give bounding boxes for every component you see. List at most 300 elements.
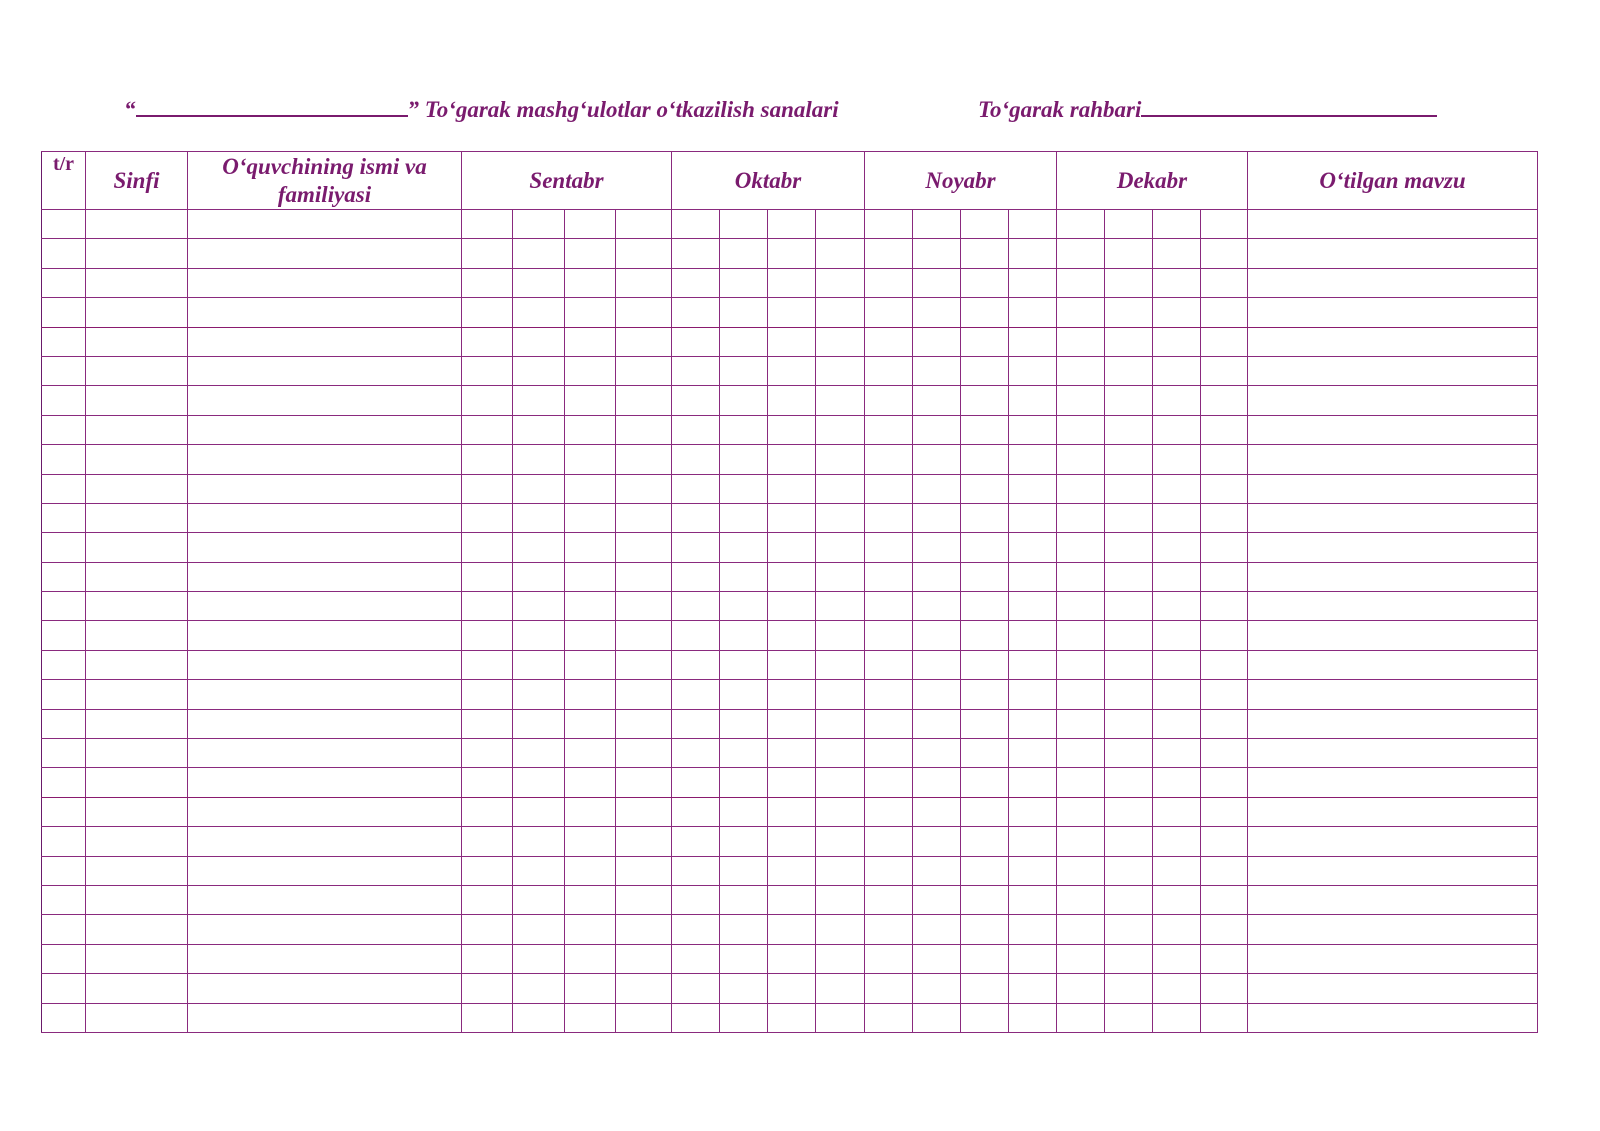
cell-date[interactable]	[1105, 327, 1153, 356]
cell-date[interactable]	[513, 1003, 565, 1032]
cell-date[interactable]	[720, 386, 768, 415]
cell-date[interactable]	[1201, 827, 1248, 856]
cell-date[interactable]	[1201, 386, 1248, 415]
cell-student-name[interactable]	[188, 621, 462, 650]
cell-date[interactable]	[565, 621, 616, 650]
cell-tr[interactable]	[42, 709, 86, 738]
cell-date[interactable]	[513, 768, 565, 797]
cell-date[interactable]	[865, 680, 913, 709]
cell-date[interactable]	[565, 445, 616, 474]
cell-date[interactable]	[1009, 915, 1057, 944]
cell-date[interactable]	[865, 592, 913, 621]
cell-date[interactable]	[768, 915, 816, 944]
cell-topic[interactable]	[1248, 503, 1538, 532]
cell-date[interactable]	[913, 503, 961, 532]
cell-date[interactable]	[565, 562, 616, 591]
cell-date[interactable]	[913, 474, 961, 503]
cell-date[interactable]	[816, 944, 865, 973]
cell-topic[interactable]	[1248, 415, 1538, 444]
cell-date[interactable]	[865, 885, 913, 914]
cell-date[interactable]	[1009, 797, 1057, 826]
cell-date[interactable]	[913, 562, 961, 591]
cell-tr[interactable]	[42, 474, 86, 503]
cell-date[interactable]	[1153, 621, 1201, 650]
cell-date[interactable]	[672, 797, 720, 826]
cell-date[interactable]	[1057, 827, 1105, 856]
cell-date[interactable]	[865, 827, 913, 856]
cell-date[interactable]	[1009, 268, 1057, 297]
cell-date[interactable]	[816, 1003, 865, 1032]
cell-date[interactable]	[768, 709, 816, 738]
cell-date[interactable]	[1057, 944, 1105, 973]
cell-date[interactable]	[720, 562, 768, 591]
cell-date[interactable]	[816, 356, 865, 385]
cell-date[interactable]	[768, 797, 816, 826]
cell-date[interactable]	[961, 944, 1009, 973]
cell-date[interactable]	[565, 680, 616, 709]
cell-tr[interactable]	[42, 856, 86, 885]
cell-date[interactable]	[720, 268, 768, 297]
cell-date[interactable]	[1057, 268, 1105, 297]
cell-student-name[interactable]	[188, 709, 462, 738]
cell-date[interactable]	[720, 680, 768, 709]
cell-date[interactable]	[961, 268, 1009, 297]
cell-date[interactable]	[1009, 386, 1057, 415]
cell-date[interactable]	[720, 356, 768, 385]
cell-date[interactable]	[768, 445, 816, 474]
cell-date[interactable]	[865, 474, 913, 503]
cell-date[interactable]	[1105, 944, 1153, 973]
cell-date[interactable]	[1153, 268, 1201, 297]
cell-class[interactable]	[86, 298, 188, 327]
cell-topic[interactable]	[1248, 474, 1538, 503]
cell-date[interactable]	[616, 445, 672, 474]
cell-date[interactable]	[672, 356, 720, 385]
cell-date[interactable]	[1201, 239, 1248, 268]
cell-date[interactable]	[616, 210, 672, 239]
cell-date[interactable]	[720, 239, 768, 268]
cell-date[interactable]	[865, 239, 913, 268]
cell-date[interactable]	[768, 533, 816, 562]
cell-topic[interactable]	[1248, 562, 1538, 591]
cell-date[interactable]	[768, 1003, 816, 1032]
cell-tr[interactable]	[42, 386, 86, 415]
cell-date[interactable]	[720, 327, 768, 356]
cell-date[interactable]	[816, 445, 865, 474]
cell-date[interactable]	[1009, 680, 1057, 709]
cell-date[interactable]	[816, 827, 865, 856]
cell-date[interactable]	[462, 974, 513, 1003]
cell-student-name[interactable]	[188, 445, 462, 474]
cell-date[interactable]	[1201, 533, 1248, 562]
cell-student-name[interactable]	[188, 944, 462, 973]
cell-topic[interactable]	[1248, 1003, 1538, 1032]
cell-date[interactable]	[816, 239, 865, 268]
cell-date[interactable]	[768, 474, 816, 503]
cell-date[interactable]	[1105, 298, 1153, 327]
cell-date[interactable]	[462, 327, 513, 356]
cell-date[interactable]	[768, 650, 816, 679]
cell-date[interactable]	[816, 797, 865, 826]
cell-date[interactable]	[513, 709, 565, 738]
cell-date[interactable]	[616, 533, 672, 562]
cell-date[interactable]	[1153, 474, 1201, 503]
cell-date[interactable]	[768, 621, 816, 650]
cell-date[interactable]	[865, 210, 913, 239]
cell-date[interactable]	[1009, 621, 1057, 650]
cell-date[interactable]	[672, 739, 720, 768]
cell-tr[interactable]	[42, 974, 86, 1003]
cell-topic[interactable]	[1248, 533, 1538, 562]
cell-date[interactable]	[1105, 210, 1153, 239]
cell-date[interactable]	[865, 356, 913, 385]
cell-date[interactable]	[1105, 239, 1153, 268]
cell-date[interactable]	[672, 974, 720, 1003]
cell-date[interactable]	[1009, 592, 1057, 621]
cell-date[interactable]	[1057, 974, 1105, 1003]
cell-date[interactable]	[865, 856, 913, 885]
cell-topic[interactable]	[1248, 856, 1538, 885]
cell-date[interactable]	[961, 768, 1009, 797]
cell-date[interactable]	[1105, 768, 1153, 797]
cell-date[interactable]	[672, 650, 720, 679]
cell-date[interactable]	[720, 974, 768, 1003]
cell-class[interactable]	[86, 562, 188, 591]
cell-date[interactable]	[720, 709, 768, 738]
cell-date[interactable]	[913, 885, 961, 914]
cell-date[interactable]	[768, 562, 816, 591]
cell-date[interactable]	[1009, 739, 1057, 768]
cell-tr[interactable]	[42, 327, 86, 356]
cell-date[interactable]	[720, 298, 768, 327]
cell-date[interactable]	[1009, 1003, 1057, 1032]
cell-tr[interactable]	[42, 915, 86, 944]
cell-date[interactable]	[1153, 503, 1201, 532]
cell-date[interactable]	[865, 768, 913, 797]
cell-date[interactable]	[513, 239, 565, 268]
cell-date[interactable]	[616, 503, 672, 532]
cell-date[interactable]	[816, 298, 865, 327]
cell-date[interactable]	[768, 739, 816, 768]
cell-date[interactable]	[1009, 415, 1057, 444]
cell-date[interactable]	[768, 885, 816, 914]
cell-date[interactable]	[616, 709, 672, 738]
cell-topic[interactable]	[1248, 680, 1538, 709]
cell-date[interactable]	[1009, 503, 1057, 532]
cell-date[interactable]	[1105, 709, 1153, 738]
cell-date[interactable]	[1105, 562, 1153, 591]
cell-date[interactable]	[720, 827, 768, 856]
cell-date[interactable]	[865, 650, 913, 679]
cell-date[interactable]	[565, 797, 616, 826]
cell-date[interactable]	[1105, 885, 1153, 914]
cell-date[interactable]	[1105, 680, 1153, 709]
cell-date[interactable]	[1009, 239, 1057, 268]
cell-date[interactable]	[1201, 739, 1248, 768]
cell-date[interactable]	[565, 474, 616, 503]
cell-date[interactable]	[816, 709, 865, 738]
cell-date[interactable]	[616, 827, 672, 856]
cell-date[interactable]	[616, 239, 672, 268]
cell-date[interactable]	[865, 386, 913, 415]
cell-date[interactable]	[816, 885, 865, 914]
cell-student-name[interactable]	[188, 356, 462, 385]
cell-class[interactable]	[86, 885, 188, 914]
cell-tr[interactable]	[42, 592, 86, 621]
cell-class[interactable]	[86, 1003, 188, 1032]
cell-tr[interactable]	[42, 944, 86, 973]
cell-date[interactable]	[513, 592, 565, 621]
cell-date[interactable]	[1009, 827, 1057, 856]
cell-student-name[interactable]	[188, 592, 462, 621]
cell-class[interactable]	[86, 621, 188, 650]
cell-date[interactable]	[913, 533, 961, 562]
cell-date[interactable]	[1201, 356, 1248, 385]
cell-date[interactable]	[816, 650, 865, 679]
cell-date[interactable]	[1201, 709, 1248, 738]
cell-date[interactable]	[1105, 621, 1153, 650]
cell-date[interactable]	[672, 474, 720, 503]
cell-date[interactable]	[462, 797, 513, 826]
cell-topic[interactable]	[1248, 709, 1538, 738]
cell-date[interactable]	[913, 856, 961, 885]
cell-date[interactable]	[1009, 562, 1057, 591]
cell-date[interactable]	[720, 650, 768, 679]
cell-student-name[interactable]	[188, 1003, 462, 1032]
cell-date[interactable]	[462, 621, 513, 650]
cell-date[interactable]	[816, 503, 865, 532]
cell-student-name[interactable]	[188, 327, 462, 356]
cell-date[interactable]	[513, 562, 565, 591]
cell-date[interactable]	[961, 210, 1009, 239]
cell-date[interactable]	[462, 533, 513, 562]
cell-date[interactable]	[816, 268, 865, 297]
cell-tr[interactable]	[42, 621, 86, 650]
cell-date[interactable]	[1105, 827, 1153, 856]
cell-date[interactable]	[672, 944, 720, 973]
cell-topic[interactable]	[1248, 210, 1538, 239]
cell-date[interactable]	[513, 503, 565, 532]
cell-date[interactable]	[1153, 210, 1201, 239]
cell-date[interactable]	[462, 915, 513, 944]
cell-date[interactable]	[1201, 445, 1248, 474]
cell-class[interactable]	[86, 474, 188, 503]
cell-date[interactable]	[616, 1003, 672, 1032]
cell-date[interactable]	[565, 592, 616, 621]
cell-date[interactable]	[1201, 415, 1248, 444]
cell-tr[interactable]	[42, 562, 86, 591]
cell-date[interactable]	[720, 210, 768, 239]
cell-class[interactable]	[86, 915, 188, 944]
cell-date[interactable]	[616, 944, 672, 973]
cell-topic[interactable]	[1248, 268, 1538, 297]
cell-date[interactable]	[1201, 1003, 1248, 1032]
cell-tr[interactable]	[42, 239, 86, 268]
cell-date[interactable]	[1057, 621, 1105, 650]
cell-date[interactable]	[768, 386, 816, 415]
cell-tr[interactable]	[42, 268, 86, 297]
cell-date[interactable]	[462, 356, 513, 385]
cell-date[interactable]	[1201, 915, 1248, 944]
club-name-blank[interactable]	[136, 93, 408, 117]
cell-date[interactable]	[865, 1003, 913, 1032]
cell-date[interactable]	[865, 268, 913, 297]
cell-date[interactable]	[462, 445, 513, 474]
cell-date[interactable]	[513, 327, 565, 356]
cell-student-name[interactable]	[188, 386, 462, 415]
cell-class[interactable]	[86, 503, 188, 532]
cell-date[interactable]	[1201, 621, 1248, 650]
cell-date[interactable]	[1201, 474, 1248, 503]
cell-date[interactable]	[616, 974, 672, 1003]
cell-date[interactable]	[672, 709, 720, 738]
cell-date[interactable]	[513, 268, 565, 297]
cell-date[interactable]	[1105, 650, 1153, 679]
cell-date[interactable]	[565, 709, 616, 738]
cell-date[interactable]	[865, 415, 913, 444]
cell-date[interactable]	[565, 386, 616, 415]
cell-class[interactable]	[86, 680, 188, 709]
cell-topic[interactable]	[1248, 356, 1538, 385]
cell-date[interactable]	[565, 356, 616, 385]
cell-date[interactable]	[672, 592, 720, 621]
cell-student-name[interactable]	[188, 474, 462, 503]
cell-date[interactable]	[720, 915, 768, 944]
cell-student-name[interactable]	[188, 415, 462, 444]
cell-student-name[interactable]	[188, 856, 462, 885]
cell-date[interactable]	[1153, 856, 1201, 885]
cell-date[interactable]	[1057, 1003, 1105, 1032]
cell-date[interactable]	[865, 709, 913, 738]
cell-date[interactable]	[961, 680, 1009, 709]
cell-date[interactable]	[816, 768, 865, 797]
cell-date[interactable]	[462, 827, 513, 856]
cell-date[interactable]	[1057, 739, 1105, 768]
cell-date[interactable]	[1009, 210, 1057, 239]
cell-tr[interactable]	[42, 415, 86, 444]
cell-topic[interactable]	[1248, 239, 1538, 268]
cell-date[interactable]	[462, 268, 513, 297]
cell-date[interactable]	[865, 562, 913, 591]
cell-date[interactable]	[816, 592, 865, 621]
cell-date[interactable]	[865, 974, 913, 1003]
cell-class[interactable]	[86, 386, 188, 415]
cell-date[interactable]	[462, 503, 513, 532]
cell-class[interactable]	[86, 797, 188, 826]
cell-student-name[interactable]	[188, 533, 462, 562]
cell-date[interactable]	[1105, 415, 1153, 444]
cell-date[interactable]	[1153, 1003, 1201, 1032]
cell-date[interactable]	[672, 621, 720, 650]
cell-date[interactable]	[961, 415, 1009, 444]
cell-date[interactable]	[816, 327, 865, 356]
cell-tr[interactable]	[42, 533, 86, 562]
cell-date[interactable]	[1153, 445, 1201, 474]
cell-student-name[interactable]	[188, 827, 462, 856]
cell-student-name[interactable]	[188, 562, 462, 591]
cell-date[interactable]	[1057, 386, 1105, 415]
cell-date[interactable]	[961, 827, 1009, 856]
cell-date[interactable]	[672, 239, 720, 268]
cell-date[interactable]	[1201, 327, 1248, 356]
cell-date[interactable]	[1057, 445, 1105, 474]
cell-date[interactable]	[1105, 739, 1153, 768]
cell-date[interactable]	[961, 533, 1009, 562]
cell-date[interactable]	[513, 856, 565, 885]
cell-date[interactable]	[913, 621, 961, 650]
cell-date[interactable]	[1153, 415, 1201, 444]
cell-date[interactable]	[720, 415, 768, 444]
cell-date[interactable]	[565, 915, 616, 944]
cell-date[interactable]	[1009, 327, 1057, 356]
cell-date[interactable]	[462, 739, 513, 768]
cell-date[interactable]	[816, 386, 865, 415]
cell-tr[interactable]	[42, 650, 86, 679]
cell-date[interactable]	[513, 415, 565, 444]
cell-date[interactable]	[1009, 974, 1057, 1003]
cell-date[interactable]	[913, 210, 961, 239]
cell-date[interactable]	[913, 827, 961, 856]
cell-topic[interactable]	[1248, 768, 1538, 797]
cell-date[interactable]	[513, 474, 565, 503]
cell-student-name[interactable]	[188, 797, 462, 826]
cell-date[interactable]	[1057, 356, 1105, 385]
cell-date[interactable]	[1105, 592, 1153, 621]
cell-date[interactable]	[616, 739, 672, 768]
cell-date[interactable]	[462, 298, 513, 327]
cell-date[interactable]	[1201, 298, 1248, 327]
cell-date[interactable]	[565, 210, 616, 239]
cell-date[interactable]	[913, 768, 961, 797]
cell-date[interactable]	[865, 503, 913, 532]
cell-date[interactable]	[1153, 680, 1201, 709]
cell-date[interactable]	[1057, 915, 1105, 944]
cell-date[interactable]	[816, 915, 865, 944]
cell-date[interactable]	[1201, 885, 1248, 914]
cell-date[interactable]	[1105, 533, 1153, 562]
cell-student-name[interactable]	[188, 650, 462, 679]
cell-class[interactable]	[86, 533, 188, 562]
cell-date[interactable]	[816, 562, 865, 591]
cell-date[interactable]	[720, 944, 768, 973]
cell-date[interactable]	[1105, 445, 1153, 474]
cell-date[interactable]	[961, 386, 1009, 415]
cell-date[interactable]	[961, 592, 1009, 621]
cell-date[interactable]	[913, 797, 961, 826]
cell-date[interactable]	[816, 533, 865, 562]
cell-class[interactable]	[86, 445, 188, 474]
cell-date[interactable]	[1009, 474, 1057, 503]
cell-date[interactable]	[1153, 768, 1201, 797]
cell-date[interactable]	[1201, 503, 1248, 532]
cell-date[interactable]	[768, 680, 816, 709]
cell-date[interactable]	[1009, 356, 1057, 385]
cell-date[interactable]	[1057, 562, 1105, 591]
cell-date[interactable]	[565, 768, 616, 797]
cell-date[interactable]	[565, 268, 616, 297]
cell-date[interactable]	[816, 856, 865, 885]
cell-date[interactable]	[1201, 650, 1248, 679]
cell-date[interactable]	[913, 356, 961, 385]
cell-class[interactable]	[86, 709, 188, 738]
cell-topic[interactable]	[1248, 445, 1538, 474]
cell-date[interactable]	[720, 739, 768, 768]
cell-date[interactable]	[1105, 974, 1153, 1003]
cell-date[interactable]	[1201, 856, 1248, 885]
cell-tr[interactable]	[42, 445, 86, 474]
cell-date[interactable]	[913, 739, 961, 768]
cell-date[interactable]	[913, 1003, 961, 1032]
